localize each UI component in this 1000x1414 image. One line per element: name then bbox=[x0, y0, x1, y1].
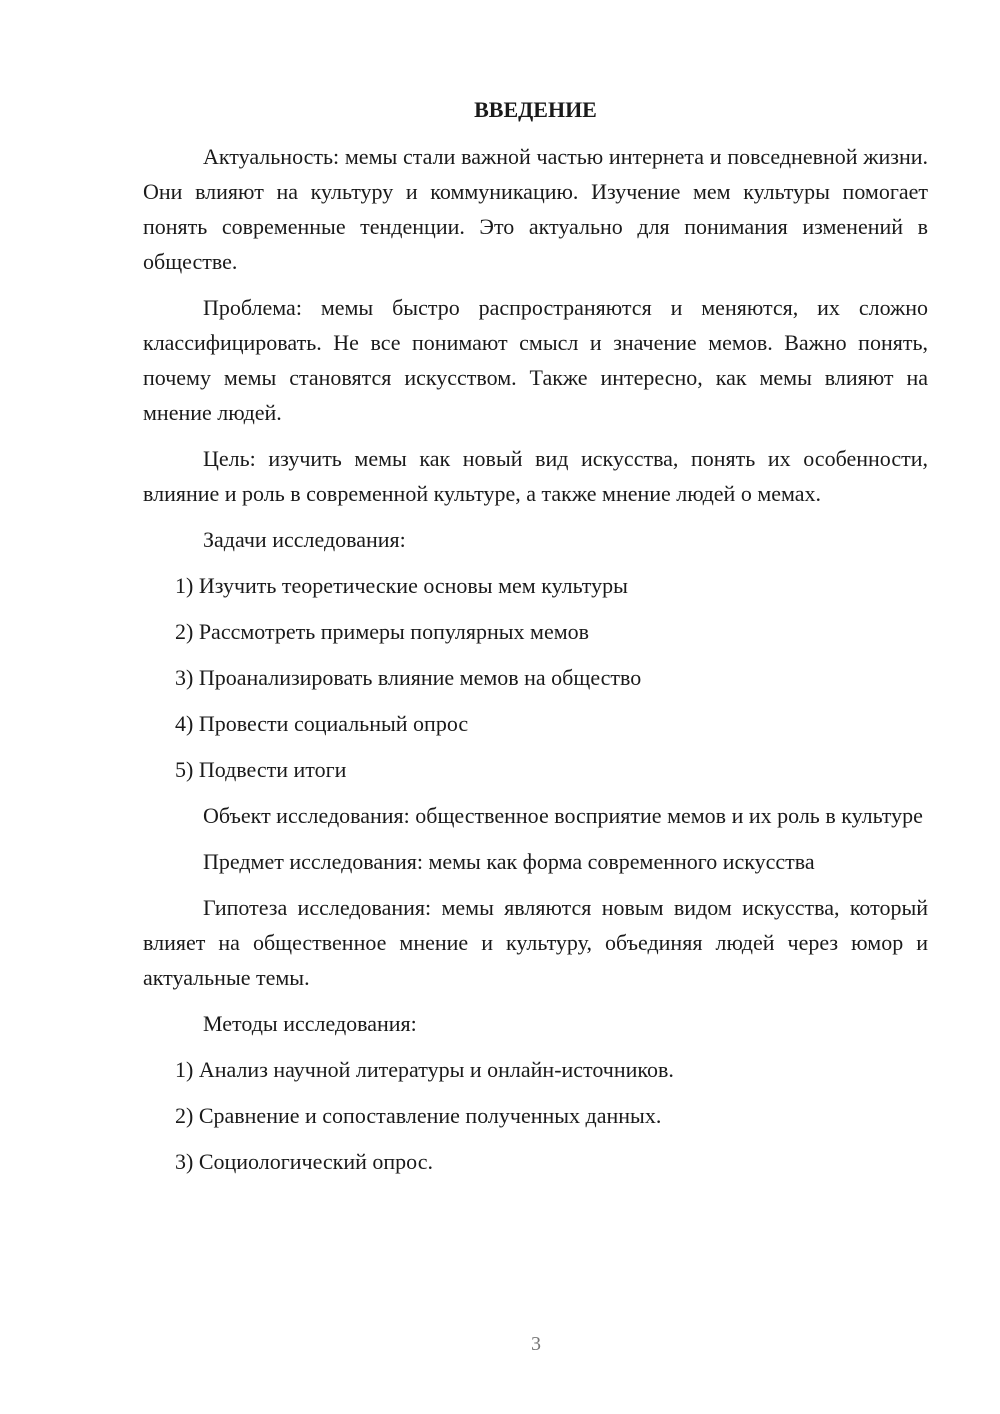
hypothesis-paragraph: Гипотеза исследования: мемы являются новым видом искусства, который влияет на общественное мнение и культуру, объединяя людей через юмор и актуальные темы. bbox=[143, 895, 928, 990]
task-item: 3) Проанализировать влияние мемов на общество bbox=[175, 665, 642, 690]
object-paragraph: Объект исследования: общественное восприятие мемов и их роль в культуре bbox=[203, 803, 923, 828]
tasks-heading: Задачи исследования: bbox=[203, 527, 406, 552]
methods-heading: Методы исследования: bbox=[203, 1011, 417, 1036]
tasks-list bbox=[143, 568, 928, 787]
method-item: 2) Сравнение и сопоставление полученных данных. bbox=[175, 1103, 662, 1128]
task-item: 4) Провести социальный опрос bbox=[175, 711, 469, 736]
method-item: 1) Анализ научной литературы и онлайн-источников. bbox=[175, 1057, 674, 1082]
methods-list bbox=[143, 1052, 928, 1179]
method-item: 3) Социологический опрос. bbox=[175, 1149, 433, 1174]
relevance-paragraph: Актуальность: мемы стали важной частью интернета и повседневной жизни. Они влияют на культуру и коммуникацию. Изучение мем культуры помогает понять современные тенденции. Это актуально для понимания изменений в обществе. bbox=[143, 144, 928, 274]
task-item: 1) Изучить теоретические основы мем культуры bbox=[175, 573, 628, 598]
problem-paragraph: Проблема: мемы быстро распространяются и меняются, их сложно классифицировать. Не все понимают смысл и значение мемов. Важно понять, почему мемы становятся искусством. Также интересно, как мемы влияют на мнение людей. bbox=[143, 295, 928, 425]
page-number: 3 bbox=[531, 1333, 541, 1355]
task-item: 2) Рассмотреть примеры популярных мемов bbox=[175, 619, 590, 644]
goal-paragraph: Цель: изучить мемы как новый вид искусства, понять их особенности, влияние и роль в современной культуре, а также мнение людей о мемах. bbox=[143, 446, 928, 506]
subject-paragraph: Предмет исследования: мемы как форма современного искусства bbox=[203, 849, 815, 874]
section-title: ВВЕДЕНИЕ bbox=[474, 97, 597, 122]
task-item: 5) Подвести итоги bbox=[175, 757, 347, 782]
page-body bbox=[143, 95, 928, 1190]
